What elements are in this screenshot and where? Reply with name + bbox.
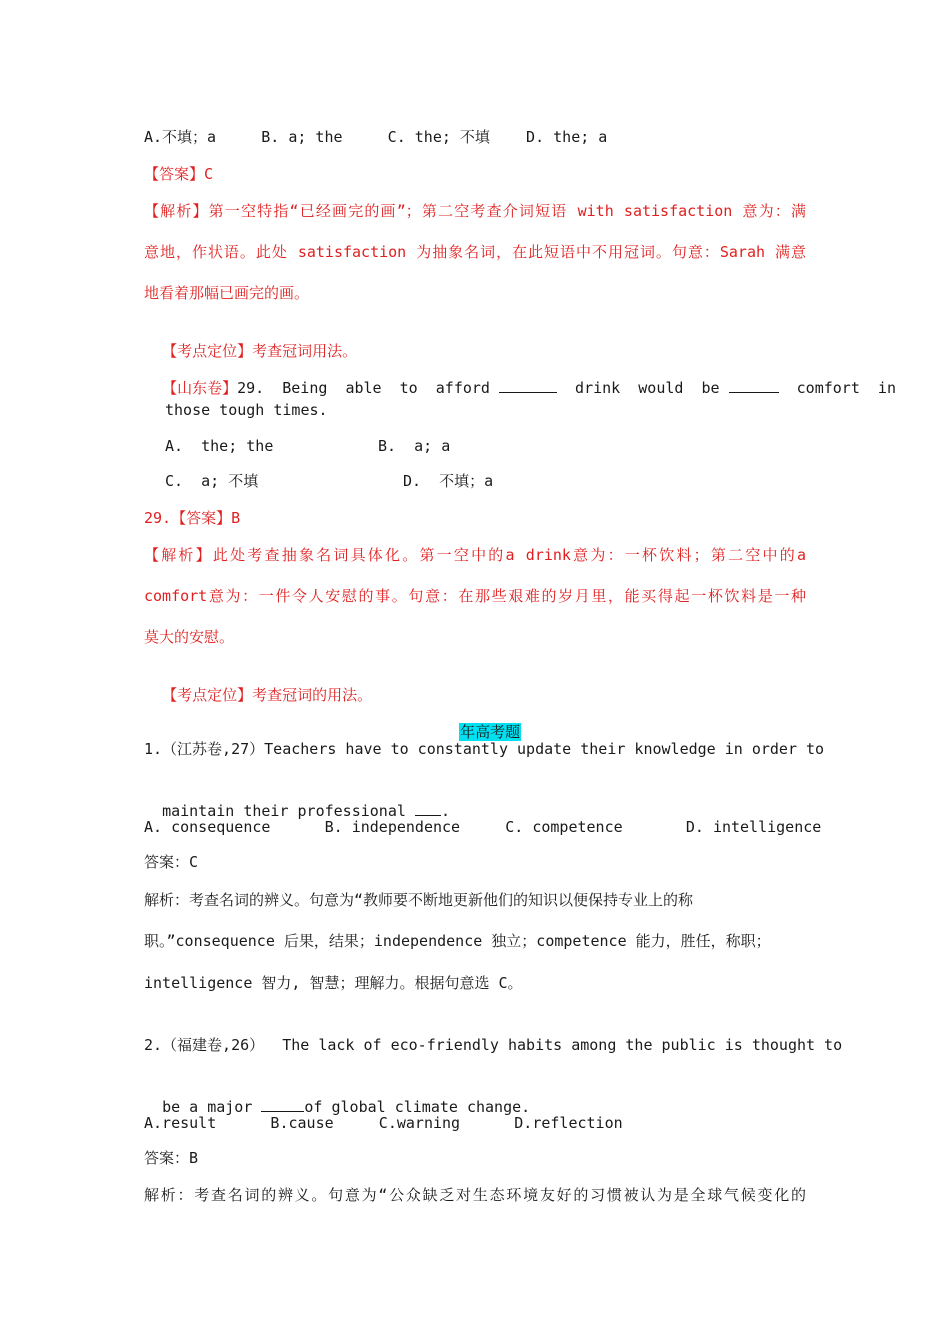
question-29 [144, 358, 896, 398]
analysis-line: 【解析】第一空特指“已经画完的画”；第二空考查介词短语 with satisfaction 意为：满 [144, 202, 806, 220]
analysis-line: 意地，作状语。此处 satisfaction 为抽象名词，在此短语中不用冠词。句意：Sarah 满意 [144, 243, 806, 261]
kaodian-text: 【考点定位】考查冠词用法。 [162, 342, 358, 360]
source-label: 【山东卷】 [162, 379, 238, 397]
answer-label: 答案：C [144, 853, 199, 871]
question-text-part: . [440, 802, 450, 820]
analysis-line: 地看着那幅已画完的画。 [144, 284, 310, 302]
kaodian-line [144, 665, 372, 705]
analysis-line: 解析：考查名词的辨义。句意为“公众缺乏对生态环境友好的习惯被认为是全球气候变化的 [144, 1186, 806, 1204]
option-c: C. a; 不填 [165, 472, 259, 490]
answer-blank [499, 378, 557, 393]
analysis-line: 职。”consequence 后果，结果；independence 独立；competence 能力，胜任，称职； [144, 932, 771, 950]
option-b: B. a; a [378, 437, 451, 455]
answer-blank [415, 801, 441, 816]
question-text [144, 781, 450, 821]
kaodian-line [144, 321, 357, 361]
question-options: A.不填；a B. a; the C. the; 不填 D. the; a [144, 128, 608, 146]
analysis-line: 解析：考查名词的辨义。句意为“教师要不断地更新他们的知识以便保持专业上的称 [144, 891, 694, 909]
section-title-text: 年高考题 [460, 723, 521, 741]
question-text-part: maintain their professional [162, 802, 415, 820]
question-text: 29. Being able to afford [237, 379, 499, 397]
question-options: A.result B.cause C.warning D.reflection [144, 1114, 623, 1132]
answer-blank [729, 378, 779, 393]
kaodian-text: 【考点定位】考查冠词的用法。 [162, 686, 373, 704]
analysis-line: intelligence 智力, 智慧；理解力。根据句意选 C。 [144, 974, 523, 992]
answer-label: 【答案】C [144, 165, 214, 183]
question-text: comfort in [778, 379, 896, 397]
analysis-line: 莫大的安慰。 [144, 628, 235, 646]
question-text: those tough times. [165, 401, 328, 419]
answer-blank [261, 1097, 304, 1112]
question-text-part: of global climate change. [304, 1098, 531, 1116]
question-text [144, 1077, 530, 1117]
section-title [441, 702, 521, 742]
option-a: A. the; the [165, 437, 274, 455]
analysis-line: 【解析】此处考查抽象名词具体化。第一空中的a drink意为：一杯饮料；第二空中的a [144, 546, 806, 564]
question-text: drink would be [556, 379, 729, 397]
analysis-line: comfort意为：一件令人安慰的事。句意：在那些艰难的岁月里，能买得起一杯饮料是一种 [144, 587, 806, 605]
option-d: D. 不填；a [403, 472, 494, 490]
question-options: A. consequence B. independence C. competence D. intelligence [144, 818, 822, 836]
question-1: 1.（江苏卷,27）Teachers have to constantly update their knowledge in order to [144, 740, 825, 758]
answer-label: 答案：B [144, 1149, 199, 1167]
answer-label: 29.【答案】B [144, 509, 241, 527]
question-text-part: be a major [162, 1098, 262, 1116]
question-2: 2.（福建卷,26） The lack of eco-friendly habits among the public is thought to [144, 1036, 843, 1054]
